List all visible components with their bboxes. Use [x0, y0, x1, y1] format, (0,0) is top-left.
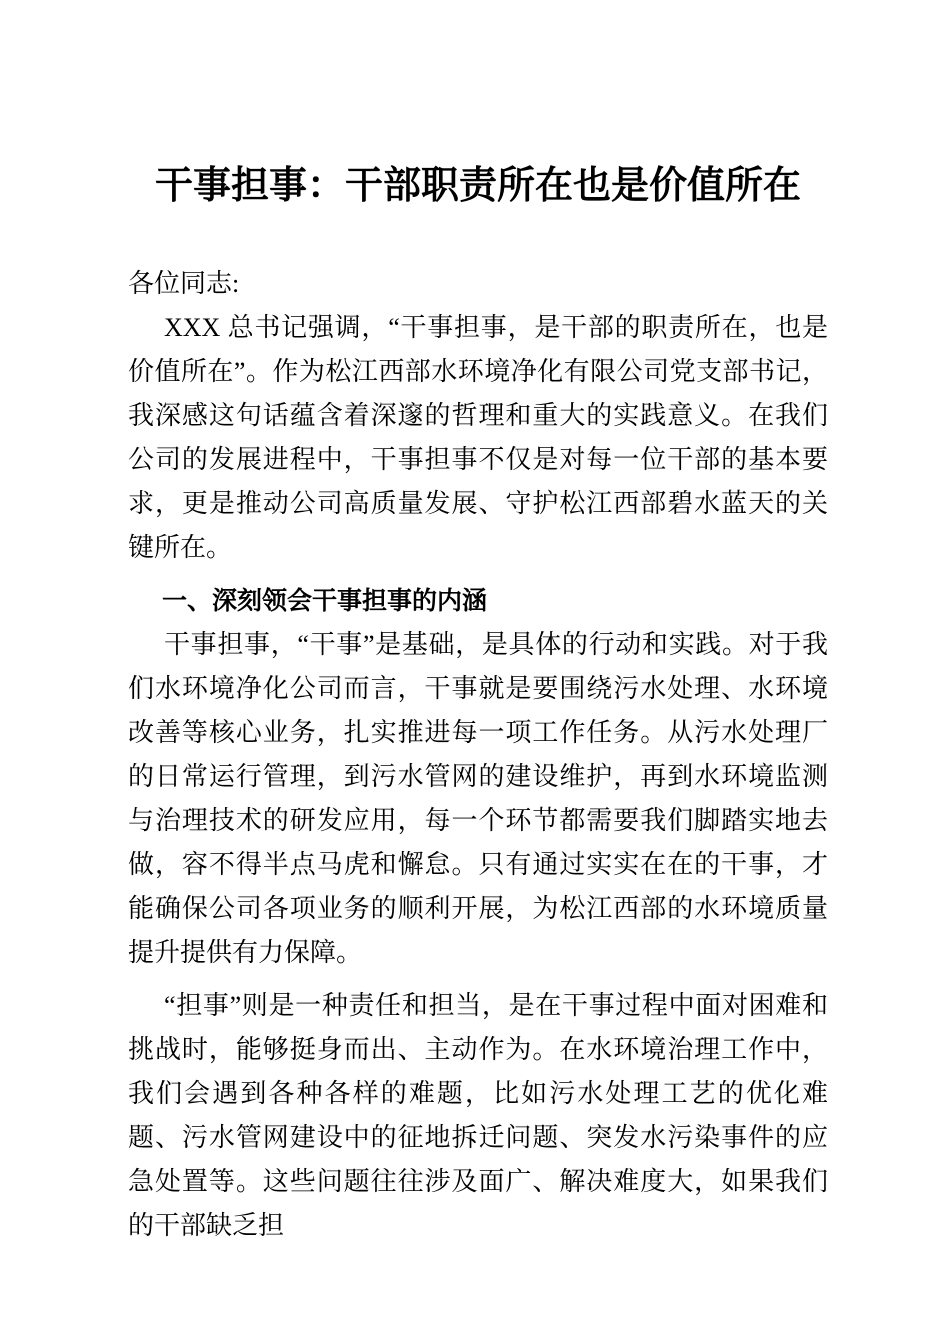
paragraph-ganshi: 干事担事，“干事”是基础，是具体的行动和实践。对于我们水环境净化公司而言，干事就是要围绕污水处理、水环境改善等核心业务，扎实推进每一项工作任务。从污水处理厂的日常运行管理，到污水管网的建设维护，再到水环境监测与治理技术的研发应用，每一个环节都需要我们脚踏实地去做，容不得半点马虎和懈怠。只有通过实实在在的干事，才能确保公司各项业务的顺利开展，为松江西部的水环境质量提升提供有力保障。 [128, 630, 828, 967]
salutation: 各位同志: [128, 269, 240, 298]
paragraph-intro: XXX 总书记强调，“干事担事，是干部的职责所在，也是价值所在”。作为松江西部水环境净化有限公司党支部书记，我深感这句话蕴含着深邃的哲理和重大的实践意义。在我们公司的发展进程中，干事担事不仅是对每一位干部的基本要求，更是推动公司高质量发展、守护松江西部碧水蓝天的关键所在。 [128, 313, 828, 562]
document-title: 干事担事：干部职责所在也是价值所在 [154, 165, 801, 207]
paragraph-danshi: “担事”则是一种责任和担当，是在干事过程中面对困难和挑战时，能够挺身而出、主动作为。在水环境治理工作中，我们会遇到各种各样的难题，比如污水处理工艺的优化难题、污水管网建设中的征地拆迁问题、突发水污染事件的应急处置等。这些问题往往涉及面广、解决难度大，如果我们的干部缺乏担 [128, 991, 828, 1240]
section-heading-1: 一、深刻领会干事担事的内涵 [162, 587, 488, 615]
document-body [128, 262, 828, 1248]
